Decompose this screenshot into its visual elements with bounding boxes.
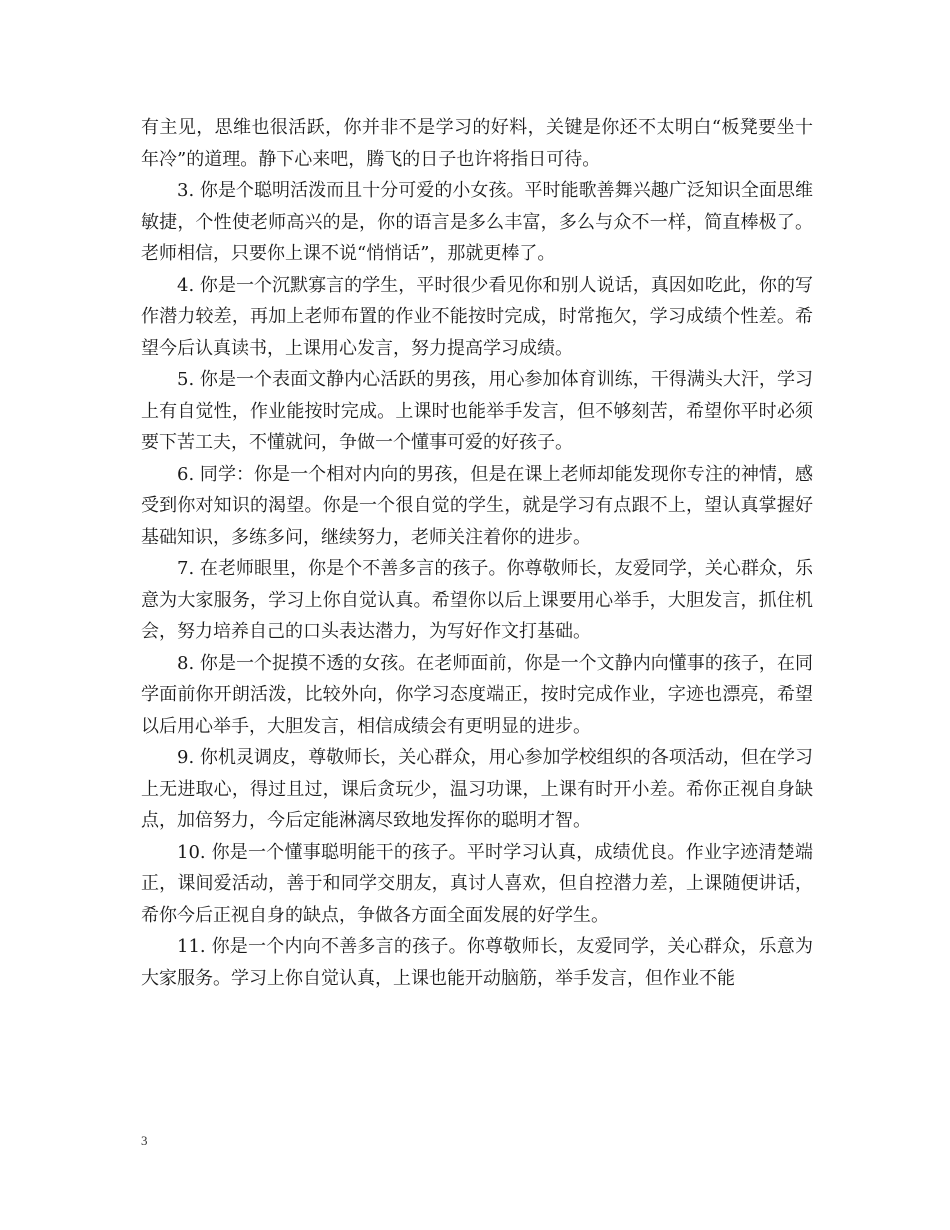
paragraph-item-10: 10. 你是一个懂事聪明能干的孩子。平时学习认真，成绩优良。作业字迹清楚端正，课间爱活动，善于和同学交朋友，真讨人喜欢，但自控潜力差，上课随便讲话，希你今后正视自身的缺点，争做各方面全面发展的好学生。 bbox=[141, 841, 813, 926]
paragraph-item-4: 4. 你是一个沉默寡言的学生，平时很少看见你和别人说话，真因如吃此，你的写作潜力较差，再加上老师布置的作业不能按时完成，时常拖欠，学习成绩个性差。希望今后认真读书，上课用心发言，努力提高学习成绩。 bbox=[141, 274, 813, 359]
paragraph-item-6: 6. 同学：你是一个相对内向的男孩，但是在课上老师却能发现你专注的神情，感受到你对知识的渴望。你是一个很自觉的学生，就是学习有点跟不上，望认真掌握好基础知识，多练多问，继续努力，老师关注着你的进步。 bbox=[141, 463, 813, 548]
paragraph-item-7: 7. 在老师眼里，你是个不善多言的孩子。你尊敬师长，友爱同学，关心群众，乐意为大家服务，学习上你自觉认真。希望你以后上课要用心举手，大胆发言，抓住机会，努力培养自己的口头表达潜力，为写好作文打基础。 bbox=[141, 558, 813, 642]
paragraph-item-8: 8. 你是一个捉摸不透的女孩。在老师面前，你是一个文静内向懂事的孩子，在同学面前你开朗活泼，比较外向，你学习态度端正，按时完成作业，字迹也漂亮，希望以后用心举手，大胆发言，相信成绩会有更明显的进步。 bbox=[141, 652, 813, 737]
paragraph-item-9: 9. 你机灵调皮，尊敬师长，关心群众，用心参加学校组织的各项活动，但在学习上无进取心，得过且过，课后贪玩少，温习功课，上课有时开小差。希你正视自身缺点，加倍努力，今后定能淋漓尽致地发挥你的聪明才智。 bbox=[141, 747, 813, 831]
paragraph-continuation: 有主见，思维也很活跃，你并非不是学习的好料，关键是你还不太明白“板凳要坐十年冷”的道理。静下心来吧，腾飞的日子也许将指日可待。 bbox=[141, 117, 813, 170]
paragraph-item-5: 5. 你是一个表面文静内心活跃的男孩，用心参加体育训练，干得满头大汗，学习上有自觉性，作业能按时完成。上课时也能举手发言，但不够刻苦，希望你平时必须要下苦工夫，不懂就问，争做一个懂事可爱的好孩子。 bbox=[141, 369, 813, 453]
document-body bbox=[141, 112, 813, 994]
paragraph-item-11: 11. 你是一个内向不善多言的孩子。你尊敬师长，友爱同学，关心群众，乐意为大家服务。学习上你自觉认真，上课也能开动脑筋，举手发言，但作业不能 bbox=[141, 936, 813, 989]
paragraph-item-3: 3. 你是个聪明活泼而且十分可爱的小女孩。平时能歌善舞兴趣广泛知识全面思维敏捷，个性使老师高兴的是，你的语言是多么丰富，多么与众不一样，简直棒极了。老师相信，只要你上课不说“悄悄话”，那就更棒了。 bbox=[141, 180, 813, 264]
page-number: 3 bbox=[141, 1133, 148, 1148]
